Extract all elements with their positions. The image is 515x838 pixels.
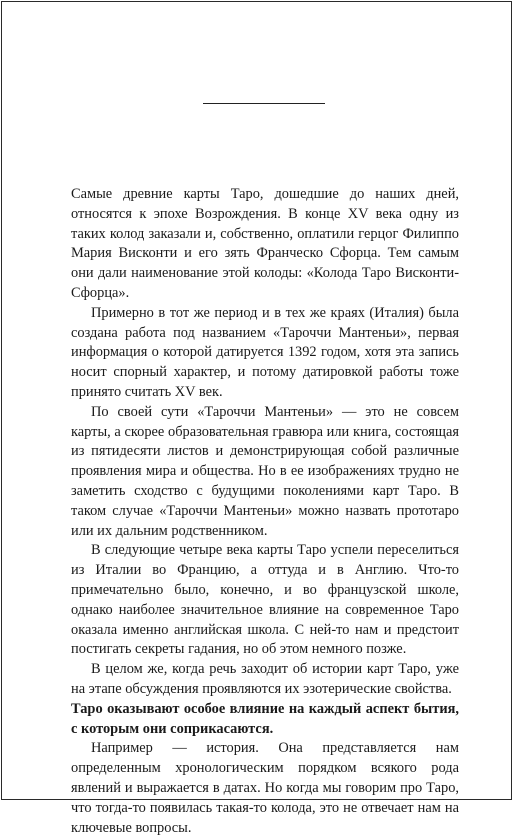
bold-statement: Таро оказывают особое влияние на каждый аспект бытия, с которым они соприкасаются. [71, 700, 459, 737]
book-page [1, 1, 512, 836]
paragraph-1: Самые древние карты Таро, дошедшие до наших дней, относятся к эпохе Возрождения. В конце XV века одну из таких колод заказали и, собственно, оплатили герцог Филиппо Мария Висконти и его зять Франческо Сфорца. Тем самым они дали наименование этой колоды: «Колода Таро Висконти-Сфорца». [71, 186, 459, 301]
paragraph-2: Примерно в тот же период и в тех же краях (Италия) была создана работа под названием «Тароччи Мантеньи», первая информация о которой датируется 1392 годом, хотя эта запись носит спорный характер, и потому датировкой работы тоже принято считать XV век. [71, 304, 459, 400]
paragraph-4: В следующие четыре века карты Таро успели переселиться из Италии во Францию, а оттуда и в Англию. Что-то примечательно было, конечно, и во французской школе, однако наиболее значительное влияние на современное Таро оказала именно английская школа. С ней-то нам и предстоит постигать секреты гадания, но об этом немного позже. [71, 542, 459, 658]
body-text [71, 185, 459, 838]
paragraph-5: В целом же, когда речь заходит об истории карт Таро, уже на этапе обсуждения проявляются их эзотерические свойства. [71, 661, 459, 697]
paragraph-3: По своей сути «Тароччи Мантеньи» — это не совсем карты, а скорее образовательная гравюра или книга, состоящая из пятидесяти листов и демонстрирующая собой различные проявления мира и общества. Но в ее изображениях трудно не заметить сходство с будущими поколениями карт Таро. В таком случае «Тароччи Мантеньи» можно назвать прототаро или их дальним родственником. [71, 403, 459, 539]
paragraph-7: Например — история. Она представляется нам определенным хронологическим порядком всякого рода явлений и выражается в датах. Но когда мы говорим про Таро, что тогда-то появилась такая-то колода, это не отвечает нам на ключевые вопросы. [71, 740, 459, 836]
chapter-divider-rule [203, 103, 325, 104]
